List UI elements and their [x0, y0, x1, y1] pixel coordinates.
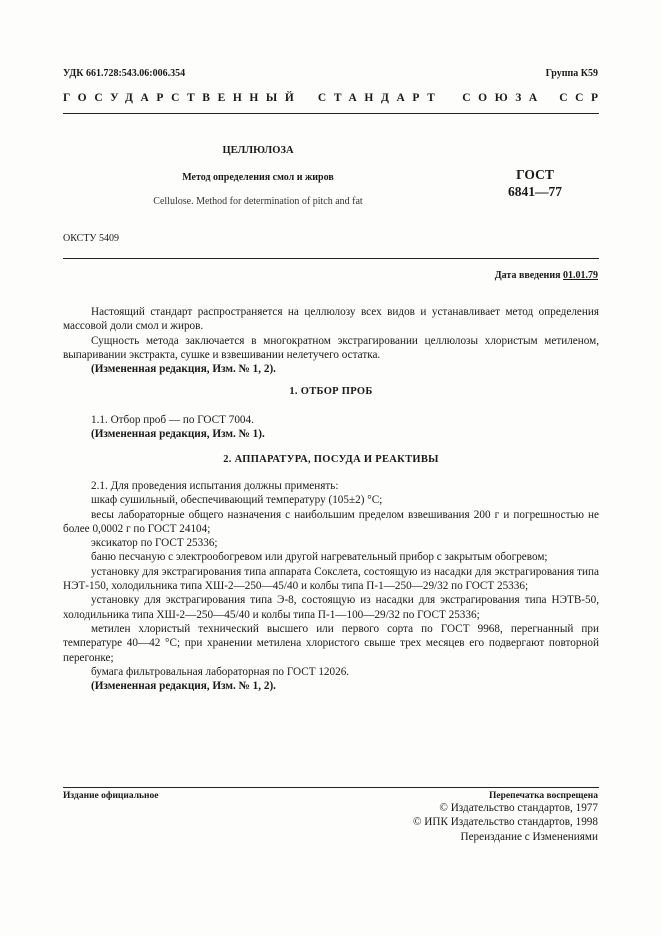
gost-number: 6841—77: [508, 184, 562, 199]
intro-text: [63, 305, 599, 376]
state-standard-word: ГОСУДАРСТВЕННЫЙ: [63, 92, 302, 104]
amendment-note: (Измененная редакция, Изм. № 1).: [91, 428, 265, 441]
header-rule: [63, 113, 599, 114]
copyright-line: © Издательство стандартов, 1977: [439, 802, 598, 814]
intro-paragraph: Сущность метода заключается в многократном экстрагировании целлюлозы хлористым метиленом, выпаривании экстракта, сушке и взвешивании нелетучего остатка.: [63, 334, 599, 361]
list-item: установку для экстрагирования типа Э-8, состоящую из насадки для экстрагирования типа НЭТВ-50, холодильника типа ХШ-2—250—45/40 и колбы типа П-1—100—29/32 по ГОСТ 25336;: [63, 594, 599, 621]
state-standard-word: ССР: [559, 92, 606, 104]
document-title: ЦЕЛЛЮЛОЗА: [222, 145, 294, 156]
section-heading-apparatus: 2. АППАРАТУРА, ПОСУДА И РЕАКТИВЫ: [223, 454, 439, 465]
udk-code: УДК 661.728:543.06:006.354: [63, 68, 186, 79]
list-item: весы лабораторные общего назначения с наибольшим пределом взвешивания 200 г и погрешностью не более 0,0002 г по ГОСТ 24104;: [63, 508, 599, 535]
intro-date: [495, 270, 598, 281]
copyright-line: Переиздание с Изменениями: [460, 830, 598, 843]
english-title: Cellulose. Method for determination of pitch and fat: [153, 196, 363, 207]
okstu-code: ОКСТУ 5409: [63, 233, 120, 244]
section-sampling-text: [63, 413, 599, 442]
gost-block: [495, 166, 575, 200]
copyright-block: [298, 801, 598, 844]
group-code: Группа К59: [545, 68, 598, 79]
list-item: шкаф сушильный, обеспечивающий температуру (105±2) °С;: [91, 494, 383, 507]
clause: 2.1. Для проведения испытания должны применять:: [91, 480, 339, 492]
intro-date-label: Дата введения: [494, 270, 561, 281]
list-item: бумага фильтровальная лабораторная по ГОСТ 12026.: [91, 665, 350, 678]
section-heading-sampling: 1. ОТБОР ПРОБ: [289, 386, 373, 397]
list-item: эксикатор по ГОСТ 25336;: [91, 537, 218, 550]
okstu-rule: [63, 258, 599, 259]
state-standard-heading: [63, 92, 606, 106]
edition-label: Издание официальное: [63, 791, 159, 801]
amendment-note: (Измененная редакция, Изм. № 1, 2).: [91, 363, 276, 376]
copyright-line: © ИПК Издательство стандартов, 1998: [412, 816, 598, 829]
document-subtitle: Метод определения смол и жиров: [182, 172, 334, 183]
state-standard-word: СТАНДАРТ: [317, 92, 443, 104]
section-apparatus-text: [63, 479, 599, 693]
gost-label: ГОСТ: [516, 167, 554, 182]
list-item: метилен хлористый технический высшего или первого сорта по ГОСТ 9968, перегнанный при температуре 40—42 °С; при хранении метилена хлористого свыше трех месяцев его подвергают повторной перегонке;: [63, 622, 599, 664]
intro-date-value: 01.01.79: [563, 270, 598, 281]
list-item: баню песчаную с электрообогревом или другой нагревательный прибор с закрытым обогревом;: [91, 551, 548, 564]
list-item: установку для экстрагирования типа аппарата Сокслета, состоящую из насадки для экстрагирования типа НЭТ-150, холодильника типа ХШ-2—250—45/40 и колбы типа П-1—250—29/32 по ГОСТ 25336;: [63, 565, 599, 593]
state-standard-word: СОЮЗА: [462, 92, 545, 104]
reprint-notice: Перепечатка воспрещена: [488, 791, 598, 801]
amendment-note: (Измененная редакция, Изм. № 1, 2).: [91, 680, 276, 693]
intro-paragraph: Настоящий стандарт распространяется на целлюлозу всех видов и устанавливает метод определения массовой доли смол и жиров.: [63, 306, 599, 333]
clause: 1.1. Отбор проб — по ГОСТ 7004.: [91, 414, 254, 426]
footer-rule: [63, 787, 599, 788]
